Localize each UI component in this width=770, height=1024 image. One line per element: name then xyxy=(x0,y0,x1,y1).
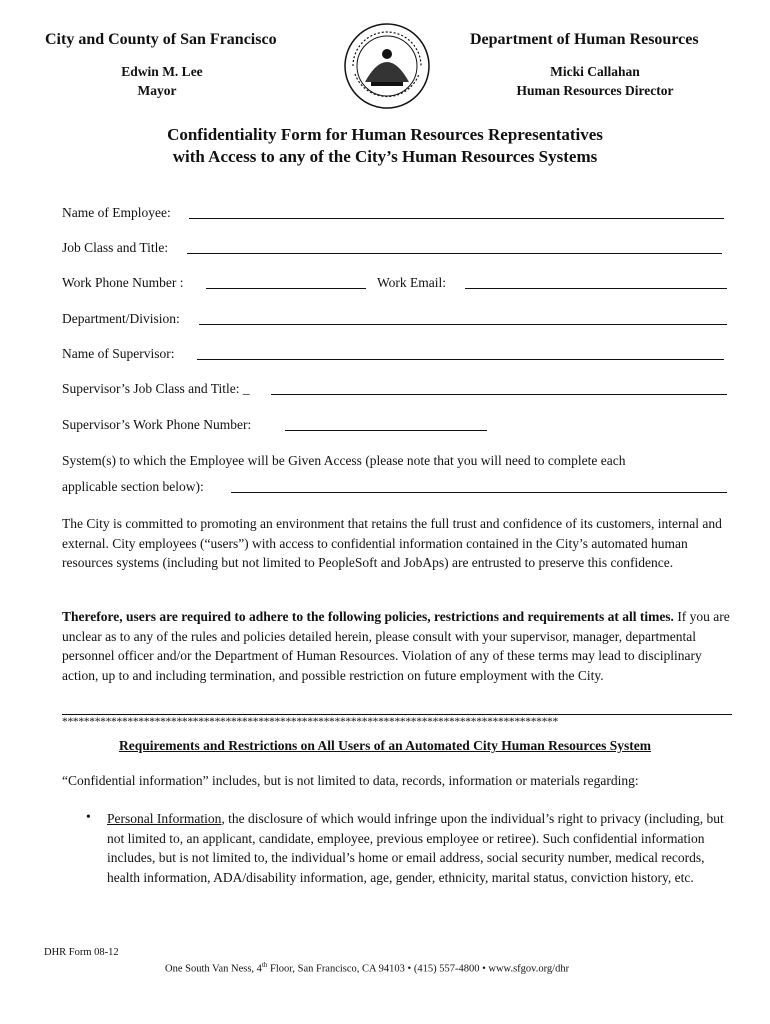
systems-label-line2: applicable section below): xyxy=(62,479,204,494)
employee-name-field[interactable] xyxy=(189,218,724,219)
policy-paragraph xyxy=(62,607,732,685)
work-email-field[interactable] xyxy=(465,288,727,289)
section-divider xyxy=(62,714,732,715)
mayor-name: Edwin M. Lee xyxy=(121,64,203,79)
left-org-name: City and County of San Francisco xyxy=(45,31,277,48)
systems-label-line1: System(s) to which the Employee will be Given Access (please note that you will need to complete each xyxy=(62,453,626,468)
address-part-b: Floor, San Francisco, CA 94103 • (415) 557-4800 • www.sfgov.org/dhr xyxy=(267,963,570,975)
intro-paragraph: The City is committed to promoting an environment that retains the full trust and confidence of its customers, internal and external. City employees (“users”) with access to confidential information contained in the City’s automated human resources systems (including but not limited to PeopleSoft and JobAps) are entrusted to preserve this confidence. xyxy=(62,516,722,570)
job-class-field[interactable] xyxy=(187,253,722,254)
work-phone-field[interactable] xyxy=(206,288,366,289)
policy-emphasis: Therefore, users are required to adhere to the following policies, restrictions and requirements at all times. xyxy=(62,609,674,624)
job-class-label: Job Class and Title: xyxy=(62,240,169,255)
address-part-a: One South Van Ness, 4 xyxy=(165,963,262,975)
director-role: Human Resources Director xyxy=(516,83,674,98)
right-org-name: Department of Human Resources xyxy=(470,31,699,48)
policy-text: If you are unclear as to any of the rules and policies detailed herein, please consult with your supervisor, manager, departmental personnel officer and/or the Department of Human Resources. Violation of any of these terms may lead to disciplinary action, up to and including termination, and possible restriction on future employment with the City. xyxy=(62,609,730,683)
employee-name-label: Name of Employee: xyxy=(62,205,171,220)
work-email-label: Work Email: xyxy=(377,275,447,290)
department-field[interactable] xyxy=(199,324,727,325)
bullet-icon: • xyxy=(86,809,91,824)
bullet-title: Personal Information xyxy=(107,811,222,826)
section-heading: Requirements and Restrictions on All Users of an Automated City Human Resources System xyxy=(119,738,651,753)
department-label: Department/Division: xyxy=(62,311,180,326)
supervisor-name-field[interactable] xyxy=(197,359,724,360)
supervisor-job-field[interactable] xyxy=(271,394,727,395)
city-seal-icon xyxy=(343,22,431,110)
personal-info-bullet xyxy=(107,809,729,887)
systems-field[interactable] xyxy=(231,492,727,493)
address-sup: th xyxy=(261,961,268,969)
footer-address xyxy=(165,961,569,975)
supervisor-phone-field[interactable] xyxy=(285,430,487,431)
supervisor-phone-label: Supervisor’s Work Phone Number: xyxy=(62,417,252,432)
supervisor-job-label: Supervisor’s Job Class and Title: _ xyxy=(62,381,250,396)
form-title-line1: Confidentiality Form for Human Resources Representatives xyxy=(167,125,603,144)
form-title-line2: with Access to any of the City’s Human Resources Systems xyxy=(172,147,598,166)
bullet-text: , the disclosure of which would infringe upon the individual’s right to privacy (including, but not limited to, an applicant, candidate, employee, previous employee or retiree). Such confidential information includes, but is not limited to, the individual’s home or email address, social security number, medical records, health information, ADA/disability information, age, gender, ethnicity, marital status, conviction history, etc. xyxy=(107,811,724,885)
work-phone-label: Work Phone Number : xyxy=(62,275,184,290)
asterisk-separator: ******************************************************************************************* xyxy=(62,716,558,728)
supervisor-name-label: Name of Supervisor: xyxy=(62,346,175,361)
form-id: DHR Form 08-12 xyxy=(44,947,119,958)
mayor-role: Mayor xyxy=(137,83,177,98)
confidential-intro: “Confidential information” includes, but is not limited to data, records, information or materials regarding: xyxy=(62,773,639,788)
director-name: Micki Callahan xyxy=(550,64,640,79)
